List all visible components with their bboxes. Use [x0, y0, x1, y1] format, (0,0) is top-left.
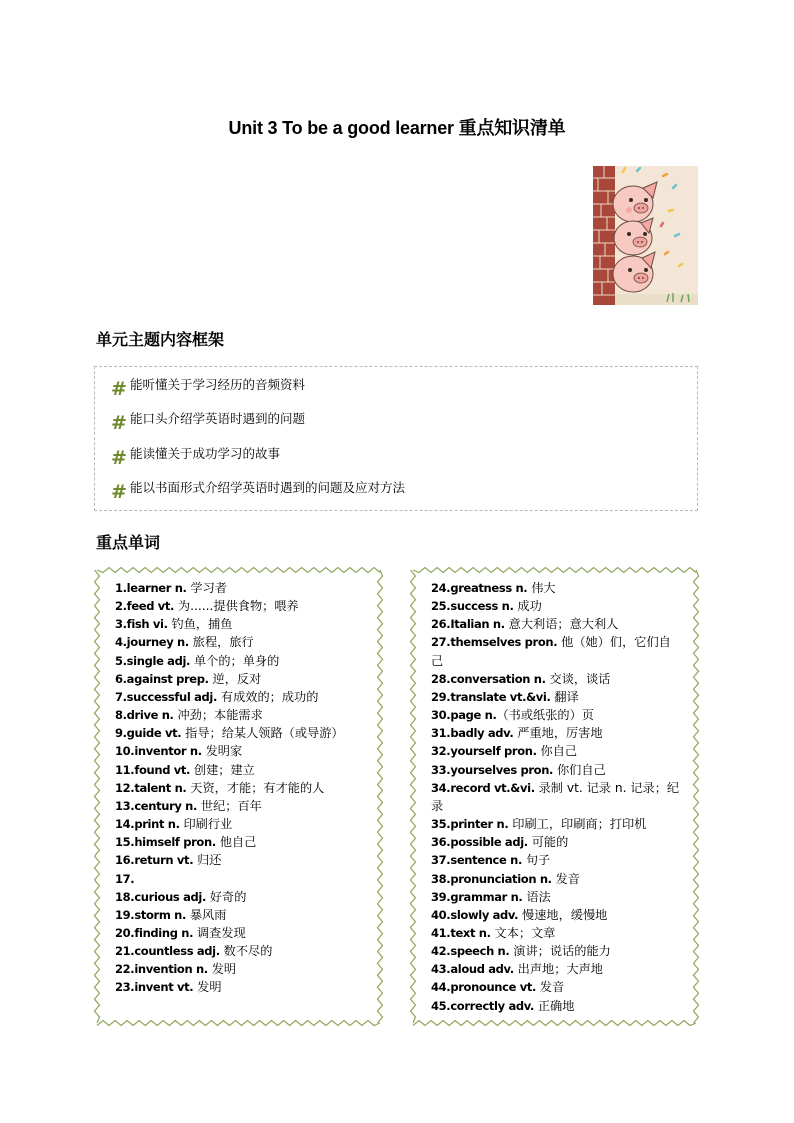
vocab-item [431, 579, 683, 597]
vocab-heading: 重点单词 [96, 533, 161, 552]
vocab-word: record vt.&vi. [450, 780, 535, 795]
vocab-meaning: 发音 [536, 980, 565, 995]
vocab-meaning: 发音 [551, 871, 580, 886]
vocab-item [115, 615, 367, 633]
vocab-item [115, 924, 367, 942]
vocab-item [115, 761, 367, 779]
vocab-word: 30. [431, 708, 451, 723]
vocab-meaning: 发明 [207, 962, 237, 977]
vocab-word: 32. [431, 744, 451, 759]
vocab-item [115, 833, 367, 851]
vocab-word: pronounce vt. [450, 980, 537, 995]
vocab-meaning: 文本；文章 [490, 925, 556, 940]
vocab-item [115, 742, 367, 760]
vocab-item [431, 906, 683, 924]
vocab-meaning: 好奇的 [206, 889, 247, 904]
vocab-word: 15. [115, 835, 135, 850]
vocab-word: 14. [115, 817, 135, 832]
vocab-meaning: 交谈，谈话 [545, 671, 611, 686]
vocab-word: 3. [115, 617, 127, 632]
vocab-item [431, 851, 683, 869]
vocab-meaning: 调查发现 [193, 925, 246, 940]
vocab-word: feed vt. [126, 599, 175, 614]
vocab-meaning: 印刷行业 [179, 817, 233, 832]
vocab-meaning: 数不尽的 [219, 944, 273, 959]
framework-box: # 能听懂关于学习经历的音频资料 # 能口头介绍学英语时遇到的问题 # 能读懂关于成功学习的故事 # 能以书面形式介绍学英语时遇到的问题及应对方法 [94, 366, 698, 511]
vocab-word: 38. [431, 871, 451, 886]
vocab-meaning: 印刷工，印刷商；打印机 [508, 817, 647, 832]
vocab-word: 25. [431, 599, 451, 614]
vocab-word: 34. [431, 780, 451, 795]
vocab-meaning: 严重地，厉害地 [513, 726, 603, 741]
vocab-word: speech n. [450, 944, 510, 959]
vocab-item [115, 779, 367, 797]
vocab-meaning: 他自己 [215, 835, 257, 850]
vocab-word: fish vi. [126, 617, 168, 632]
vocab-meaning: 旅程，旅行 [188, 635, 254, 650]
vocab-word: 13. [115, 798, 135, 813]
vocab-word: 20. [115, 925, 135, 940]
vocab-word: against prep. [126, 671, 209, 686]
vocab-word: possible adj. [450, 835, 528, 850]
vocab-meaning: 暴风雨 [186, 907, 227, 922]
vocab-item [431, 742, 683, 760]
vocab-word: conversation n. [450, 671, 546, 686]
vocab-word: page n. [450, 708, 497, 723]
hash-icon: # [111, 378, 127, 400]
vocab-word: 29. [431, 689, 451, 704]
vocab-word: learner n. [126, 581, 187, 595]
vocab-word: aloud adv. [450, 962, 514, 977]
vocab-meaning: 他（她）们，它们自己 [431, 635, 671, 668]
vocab-word: curious adj. [134, 889, 206, 904]
vocab-item [431, 670, 683, 688]
vocab-meaning: 为......提供食物；喂养 [174, 599, 299, 614]
vocab-item [115, 706, 367, 724]
vocab-item [431, 997, 683, 1015]
vocab-word: 45. [431, 998, 451, 1013]
vocab-item [115, 888, 367, 906]
vocab-word: 28. [431, 671, 451, 686]
vocab-item [115, 870, 367, 888]
vocab-word: invent vt. [134, 980, 194, 995]
vocab-item [431, 724, 683, 742]
vocab-item [431, 706, 683, 724]
vocab-meaning: 意大利语；意大利人 [504, 617, 619, 632]
vocab-word: 35. [431, 817, 451, 832]
hash-icon: # [111, 412, 127, 434]
vocab-word: 26. [431, 617, 451, 632]
vocab-word: 17. [115, 871, 135, 886]
vocab-box-right [409, 566, 700, 1027]
hash-icon: # [111, 481, 127, 503]
vocab-word: 41. [431, 925, 451, 940]
vocab-word: success n. [450, 599, 514, 614]
vocab-word: 27. [431, 635, 451, 650]
vocab-item [431, 978, 683, 996]
vocab-word: printer n. [450, 817, 509, 832]
vocab-word: text n. [450, 925, 491, 940]
vocab-meaning: 单个的；单身的 [190, 653, 280, 668]
vocab-word: 19. [115, 907, 135, 922]
vocab-meaning: 成功 [513, 599, 542, 614]
vocab-meaning: 创建；建立 [190, 762, 255, 777]
page-title: Unit 3 To be a good learner 重点知识清单 [228, 118, 566, 138]
vocab-item [431, 942, 683, 960]
vocab-item [115, 978, 367, 996]
vocab-meaning: 翻译 [550, 689, 579, 704]
vocab-item [431, 761, 683, 779]
vocab-word: 18. [115, 889, 135, 904]
vocab-item [115, 633, 367, 651]
vocab-meaning: 演讲；说话的能力 [509, 944, 611, 959]
vocab-item [115, 724, 367, 742]
vocab-meaning: 世纪；百年 [197, 798, 262, 813]
vocab-item [431, 815, 683, 833]
vocab-word: slowly adv. [450, 907, 519, 922]
vocab-word: 33. [431, 762, 451, 777]
vocab-meaning: 天资，才能；有才能的人 [186, 780, 325, 795]
vocab-meaning: 可能的 [527, 835, 569, 850]
vocab-item [431, 888, 683, 906]
vocab-word: sentence n. [450, 853, 522, 868]
vocab-meaning: 你自己 [536, 744, 578, 759]
vocab-item [431, 597, 683, 615]
vocab-word: 36. [431, 835, 451, 850]
vocab-meaning: 归还 [193, 853, 222, 868]
vocab-word: 9. [115, 726, 127, 741]
vocab-item [115, 597, 367, 615]
vocab-word: talent n. [134, 780, 187, 795]
vocab-meaning: （书或纸张的）页 [496, 708, 594, 723]
framework-heading: 单元主题内容框架 [96, 330, 225, 349]
vocab-word: 23. [115, 980, 135, 995]
vocab-item [431, 870, 683, 888]
vocab-item [431, 960, 683, 978]
vocab-item [115, 579, 367, 597]
vocab-word: 42. [431, 944, 451, 959]
vocab-word: 4. [115, 635, 127, 650]
vocab-word: 2. [115, 599, 127, 614]
vocab-meaning: 发明 [193, 980, 222, 995]
vocab-word: print n. [134, 817, 180, 832]
vocab-word: guide vt. [126, 726, 182, 741]
vocab-word: 5. [115, 653, 127, 668]
vocab-word: return vt. [134, 853, 194, 868]
vocab-word: Italian n. [450, 617, 505, 632]
vocab-word: translate vt.&vi. [450, 689, 551, 704]
vocab-word: 12. [115, 780, 135, 795]
vocab-item [115, 797, 367, 815]
vocab-word: 1. [115, 581, 127, 595]
vocab-item [431, 833, 683, 851]
vocab-word: 8. [115, 708, 127, 723]
vocab-meaning: 学习者 [186, 581, 227, 595]
vocab-item [431, 779, 683, 815]
vocab-list-left [115, 579, 367, 997]
vocab-word: invention n. [134, 962, 208, 977]
vocab-box-left [93, 566, 384, 1027]
vocab-item [431, 688, 683, 706]
vocab-word: correctly adv. [450, 998, 534, 1013]
vocab-word: 7. [115, 689, 127, 704]
vocab-word: 21. [115, 944, 135, 959]
vocab-item [115, 652, 367, 670]
vocab-word: storm n. [134, 907, 186, 922]
vocab-word: 39. [431, 889, 451, 904]
vocab-item [115, 670, 367, 688]
vocab-word: yourselves pron. [450, 762, 554, 777]
vocab-item [431, 924, 683, 942]
vocab-meaning: 慢速地，缓慢地 [518, 907, 608, 922]
vocab-meaning: 出声地；大声地 [513, 962, 603, 977]
vocab-word: 44. [431, 980, 451, 995]
vocab-word: badly adv. [450, 726, 514, 741]
vocab-meaning: 有成效的；成功的 [217, 689, 319, 704]
hash-icon: # [111, 447, 127, 469]
vocab-word: 16. [115, 853, 135, 868]
vocab-word: journey n. [126, 635, 189, 650]
vocab-item [115, 960, 367, 978]
vocab-item [431, 615, 683, 633]
vocab-meaning: 伟大 [527, 581, 556, 595]
vocab-word: 40. [431, 907, 451, 922]
vocab-list-right [431, 579, 683, 1015]
vocab-word: 22. [115, 962, 135, 977]
vocab-word: 6. [115, 671, 127, 686]
vocab-word: pronunciation n. [450, 871, 552, 886]
vocab-word: 24. [431, 581, 451, 595]
vocab-word: 37. [431, 853, 451, 868]
vocab-word: greatness n. [450, 581, 528, 595]
vocab-word: finding n. [134, 925, 194, 940]
vocab-word: 43. [431, 962, 451, 977]
vocab-item [115, 906, 367, 924]
vocab-word: countless adj. [134, 944, 220, 959]
vocab-word: century n. [134, 798, 198, 813]
vocab-meaning: 录制 vt. 记录 n. 记录；纪录 [431, 780, 680, 813]
vocab-meaning: 钓鱼，捕鱼 [167, 617, 233, 632]
vocab-word: themselves pron. [450, 635, 558, 650]
vocab-meaning: 语法 [522, 889, 551, 904]
vocab-word: drive n. [126, 708, 174, 723]
vocab-word: yourself pron. [450, 744, 537, 759]
vocab-meaning: 发明家 [201, 744, 243, 759]
vocab-meaning: 句子 [521, 853, 551, 868]
vocab-meaning: 逆，反对 [208, 671, 262, 686]
vocab-meaning: 正确地 [533, 998, 575, 1013]
vocab-item [115, 815, 367, 833]
vocab-word: grammar n. [450, 889, 523, 904]
vocab-word: successful adj. [126, 689, 218, 704]
vocab-word: found vt. [134, 762, 191, 777]
vocab-word: single adj. [126, 653, 191, 668]
vocab-item [431, 633, 683, 669]
vocab-word: 31. [431, 726, 451, 741]
vocab-item [115, 851, 367, 869]
vocab-word: inventor n. [134, 744, 202, 759]
vocab-word: 10. [115, 744, 135, 759]
vocab-word: himself pron. [134, 835, 216, 850]
vocab-item [115, 942, 367, 960]
vocab-item [115, 688, 367, 706]
vocab-word: 11. [115, 762, 135, 777]
vocab-meaning: 冲劲；本能需求 [173, 708, 263, 723]
vocab-meaning: 你们自己 [553, 762, 606, 777]
pigs-illustration [593, 166, 698, 305]
vocab-meaning: 指导；给某人领路（或导游） [181, 726, 344, 741]
